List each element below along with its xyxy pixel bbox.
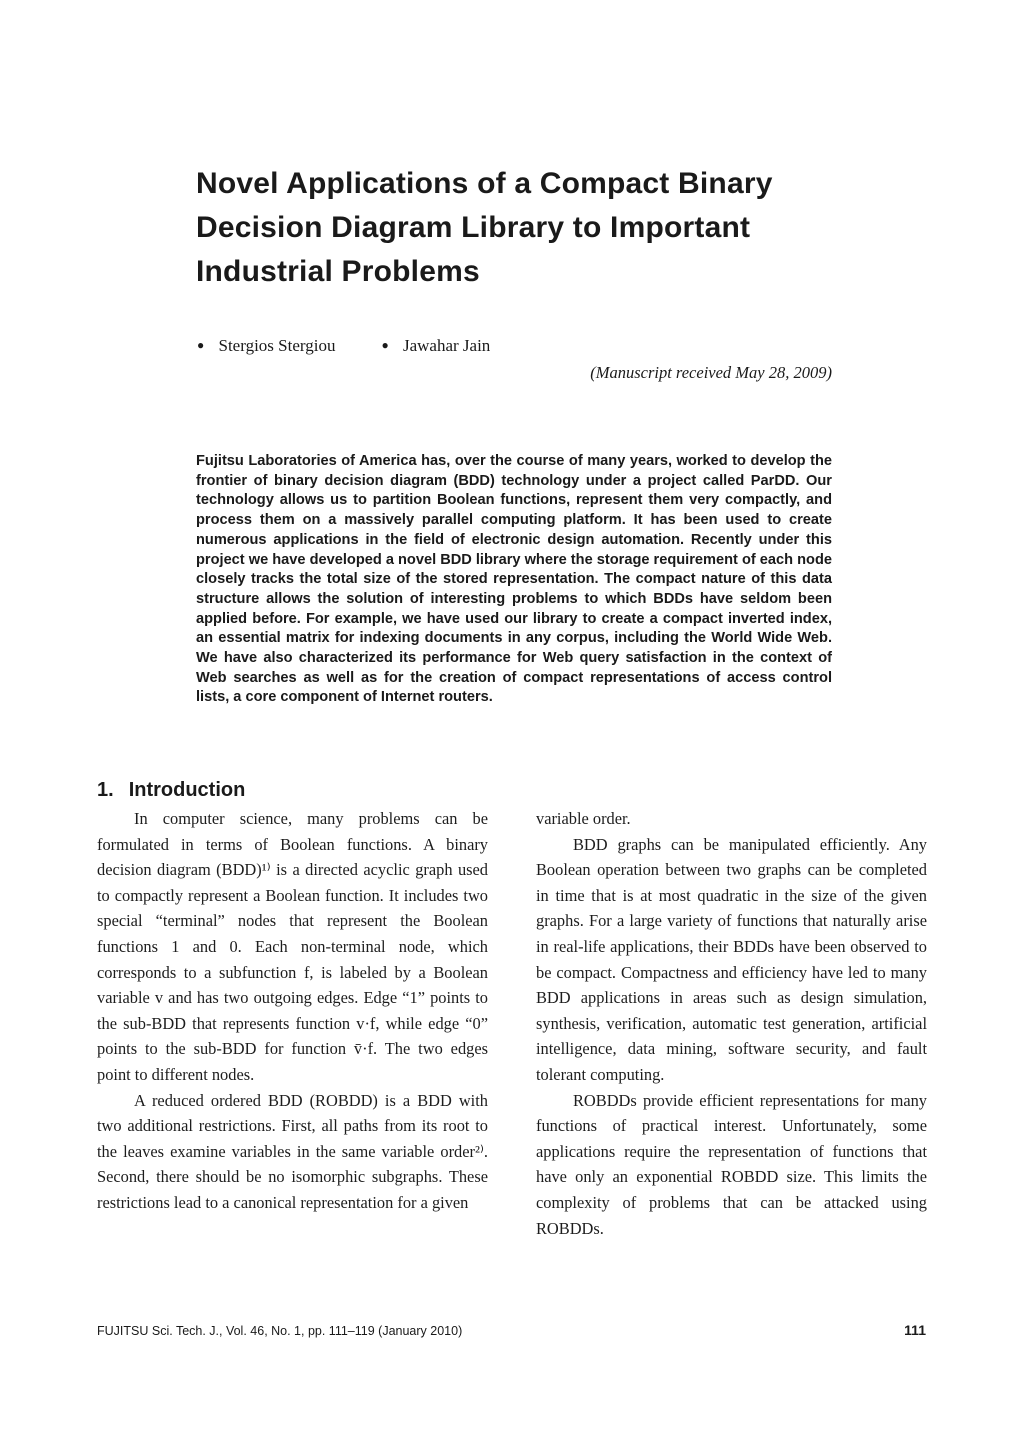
paper-title-line-3: Industrial Problems: [196, 255, 480, 288]
right-column-paragraph-1: BDD graphs can be manipulated efficiently. Any Boolean operation between two graphs can be completed in time that is at most quadratic in the size of the given graphs. For a large variety of functions that naturally arise in real-life applications, their BDDs have been observed to be compact. Compactness and efficiency have led to many BDD applications in areas such as design simulation, synthesis, verification, automatic test generation, artificial intelligence, data mining, software security, and fault tolerant computing.: [536, 834, 927, 1084]
abstract-paragraph: Fujitsu Laboratories of America has, over the course of many years, worked to develop the frontier of binary decision diagram (BDD) technology under a project called ParDD. Our technology allows us to partition Boolean functions, represent them very compactly, and process them on a massively parallel computing platform. It has been used to create numerous applications in the field of electronic design automation. Recently under this project we have developed a novel BDD library where the storage requirement of each node closely tracks the total size of the stored representation. The compact nature of this data structure allows the solution of interesting problems to which BDDs have seldom been applied before. For example, we have used our library to create a compact inverted index, an essential matrix for indexing documents in any corpus, including the World Wide Web. We have also characterized its performance for Web query satisfaction in the context of Web searches as well as for the creation of compact representations of access control lists, a core component of Internet routers.: [196, 453, 832, 706]
author-1-name: Stergios Stergiou: [218, 336, 336, 355]
left-column: [97, 806, 488, 1216]
section-1-title: Introduction: [128, 779, 246, 801]
section-1-heading: [97, 779, 245, 802]
page-number: 111: [904, 1322, 926, 1338]
section-1-number: 1.: [97, 779, 114, 801]
author-1: [197, 336, 335, 356]
left-column-paragraph-1: In computer science, many problems can be formulated in terms of Boolean functions. A binary decision diagram (BDD)¹⁾ is a directed acyclic graph used to compactly represent a Boolean function. It includes two special “terminal” nodes that represent the Boolean functions 1 and 0. Each non-terminal node, which corresponds to a subfunction f, is labeled by a Boolean variable v and has two outgoing edges. Edge “1” points to the sub-BDD that represents function v·f, while edge “0” points to the sub-BDD for function v̄·f. The two edges point to different nodes.: [97, 809, 488, 1084]
journal-citation: FUJITSU Sci. Tech. J., Vol. 46, No. 1, pp. 111–119 (January 2010): [97, 1324, 463, 1338]
paper-title: [196, 162, 896, 294]
left-column-paragraph-2: A reduced ordered BDD (ROBDD) is a BDD with two additional restrictions. First, all paths from its root to the leaves examine variables in the same variable order²⁾. Second, there should be no isomorphic subgraphs. These restrictions lead to a canonical representation for a given: [97, 1090, 488, 1212]
right-column: [536, 806, 927, 1241]
author-2: [381, 336, 490, 356]
author-bullet-icon: ●: [381, 338, 389, 352]
paper-title-line-2: Decision Diagram Library to Important: [196, 211, 751, 244]
author-2-name: Jawahar Jain: [402, 336, 491, 355]
page-footer: [97, 1322, 926, 1338]
right-column-paragraph-2: ROBDDs provide efficient representations for many functions of practical interest. Unfortunately, some applications require the representation of functions that have only an exponential ROBDD size. This limits the complexity of problems that can be attacked using ROBDDs.: [536, 1090, 927, 1238]
author-bullet-icon: ●: [197, 338, 205, 352]
paper-title-line-1: Novel Applications of a Compact Binary: [196, 167, 773, 200]
right-column-paragraph-continuation: variable order.: [536, 809, 631, 828]
author-list: [197, 336, 490, 356]
manuscript-received-note: (Manuscript received May 28, 2009): [590, 363, 832, 382]
